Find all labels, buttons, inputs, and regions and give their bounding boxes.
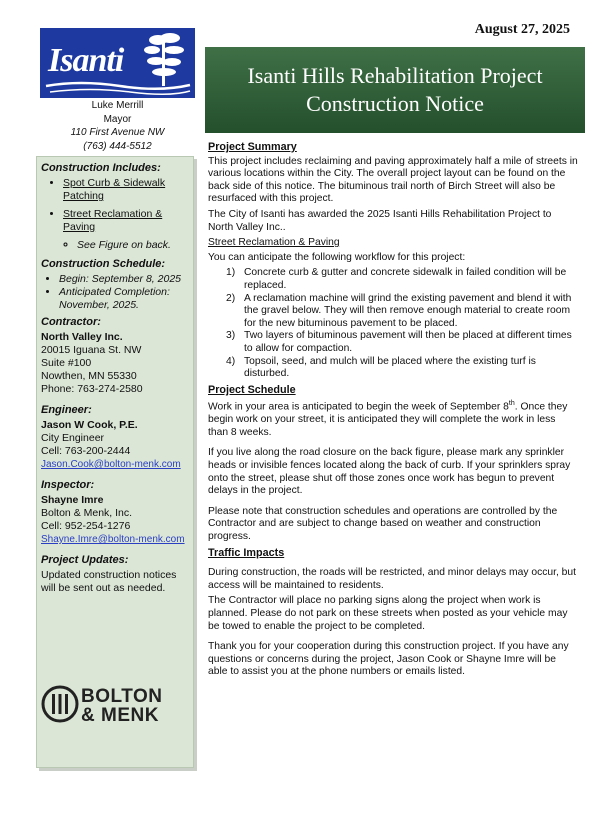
engineer-heading: Engineer: (41, 404, 92, 416)
inspector-heading: Inspector: (41, 479, 95, 491)
notice-date: August 27, 2025 (474, 22, 570, 37)
inspector-block (41, 494, 189, 546)
list-item (63, 208, 189, 234)
mayor-name: Luke Merrill (91, 100, 144, 111)
engineer-name: Jason W Cook, P.E. (41, 419, 138, 431)
engineer-title: City Engineer (41, 432, 105, 444)
schedule-list (41, 273, 189, 312)
sidebar (36, 156, 194, 768)
bm-line-2: & MENK (81, 705, 159, 726)
closing-paragraph: Thank you for your cooperation during this construction project. If you have any questions or concerns during the project, Jason Cook or Shayne Imre will be able to assist you at the phone numbers or emails listed. (208, 641, 569, 678)
list-item (63, 177, 189, 203)
engineer-email-link[interactable]: Jason.Cook@bolton-menk.com (41, 459, 181, 470)
title-banner (205, 47, 585, 133)
reclamation-heading: Street Reclamation & Paving (208, 237, 340, 249)
traffic-heading: Traffic Impacts (208, 546, 285, 559)
contractor-block (41, 331, 189, 396)
item-number: 4) (226, 355, 236, 367)
traffic-paragraph-1: During construction, the roads will be restricted, and minor delays may occur, but access will be maintained to residents. (208, 567, 576, 591)
contractor-address-2: Suite #100 (41, 357, 92, 369)
summary-paragraph-2: The City of Isanti has awarded the 2025 Isanti Hills Rehabilitation Project to North Valley Inc.. (208, 208, 552, 233)
mayor-title: Mayor (103, 113, 132, 125)
engineer-cell: Cell: 763-200-2444 (41, 445, 131, 457)
bm-line-1: BOLTON (81, 686, 163, 707)
see-figure-note: ◦ See Figure on back. (77, 239, 189, 252)
item-text: Two layers of bituminous pavement will then be placed at different times to allow for compaction. (244, 330, 572, 354)
list-item (208, 293, 578, 331)
item-text: A reclamation machine will grind the existing pavement and blend it with the gravel below. They will then remove enough material to create room for the new bituminous pavement to be placed. (244, 292, 572, 329)
contractor-name: North Valley Inc. (41, 331, 123, 343)
schedule-paragraph-1 (208, 398, 578, 439)
main-content (208, 140, 578, 682)
includes-list (41, 177, 189, 234)
item-text: Topsoil, seed, and mulch will be placed where the existing turf is disturbed. (244, 355, 536, 380)
item-number: 2) (226, 292, 236, 304)
summary-heading: Project Summary (208, 141, 297, 153)
mayor-phone: (763) 444-5512 (83, 140, 152, 152)
item-number: 3) (226, 330, 236, 342)
summary-paragraph-1: This project includes reclaiming and paving approximately half a mile of streets in various locations within the City. The overall project layout can be found on the back side of this notice. The bituminous trail north of Birch Street will also be resurfaced with this project. (208, 155, 578, 205)
list-item (208, 267, 578, 292)
logo-text: Isanti (48, 42, 124, 79)
schedule-text-a: Work in your area is anticipated to begin the week of September 8 (208, 401, 509, 413)
item-number: 1) (226, 267, 236, 279)
traffic-paragraph-2: The Contractor will place no parking signs along the project when work is planned. Please do not park on these streets when posted as your vehicle may be towed to enable the project to be completed. (208, 595, 568, 632)
banner-title: Isanti Hills Rehabilitation Project (247, 63, 543, 88)
workflow-list (208, 267, 578, 380)
updates-text: Updated construction notices will be sent out as needed. (41, 569, 177, 594)
includes-sublist (41, 239, 189, 252)
updates-heading: Project Updates: (41, 554, 129, 566)
banner-subtitle: Construction Notice (306, 91, 484, 116)
inspector-email-link[interactable]: Shayne.Imre@bolton-menk.com (41, 534, 185, 545)
item-text: Concrete curb & gutter and concrete sidewalk in failed condition will be replaced. (244, 267, 567, 291)
list-item: • Anticipated Completion: November, 2025. (59, 286, 189, 312)
mayor-address: 110 First Avenue NW (70, 127, 165, 138)
schedule-paragraph-2: If you live along the road closure on the back figure, please mark any sprinkler heads or invisible fences located along the back of curb. If your sprinklers spray onto the street, please shut off those zones once work has begun to prevent delays in the project. (208, 447, 571, 497)
schedule-heading: Project Schedule (208, 383, 296, 396)
inspector-company: Bolton & Menk, Inc. (41, 507, 133, 519)
list-item (208, 330, 578, 355)
schedule-paragraph-3: Please note that construction schedules and operations are controlled by the Contractor and are subject to change based on weather and construction progress. (208, 505, 558, 543)
inspector-cell: Cell: 952-254-1276 (41, 520, 131, 532)
bolton-menk-text (81, 687, 162, 725)
engineer-block (41, 419, 189, 471)
contractor-heading: Contractor: (41, 316, 101, 328)
reclamation-intro: You can anticipate the following workflow for this project: (208, 251, 466, 263)
contractor-phone: Phone: 763-274-2580 (41, 383, 143, 395)
schedule-heading: Construction Schedule: (41, 258, 166, 270)
ordinal-suffix: th (508, 400, 515, 408)
mayor-contact (40, 99, 195, 153)
link-street-reclamation[interactable]: Street Reclamation & Paving (63, 208, 163, 233)
inspector-name: Shayne Imre (41, 494, 104, 506)
link-spot-curb[interactable]: Spot Curb & Sidewalk Patching (63, 177, 166, 202)
list-item (208, 356, 578, 381)
contractor-address-1: 20015 Iguana St. NW (41, 344, 142, 356)
list-item: • Begin: September 8, 2025 (59, 273, 189, 286)
includes-heading: Construction Includes: (41, 162, 161, 174)
city-logo (40, 28, 195, 98)
bolton-menk-emblem-icon (41, 685, 79, 723)
contractor-address-3: Nowthen, MN 55330 (41, 370, 137, 382)
bolton-menk-logo (41, 683, 191, 727)
schedule-text-b: . Once they begin work on your street, it is anticipated they will complete the work in less than 8 weeks. (208, 401, 568, 438)
